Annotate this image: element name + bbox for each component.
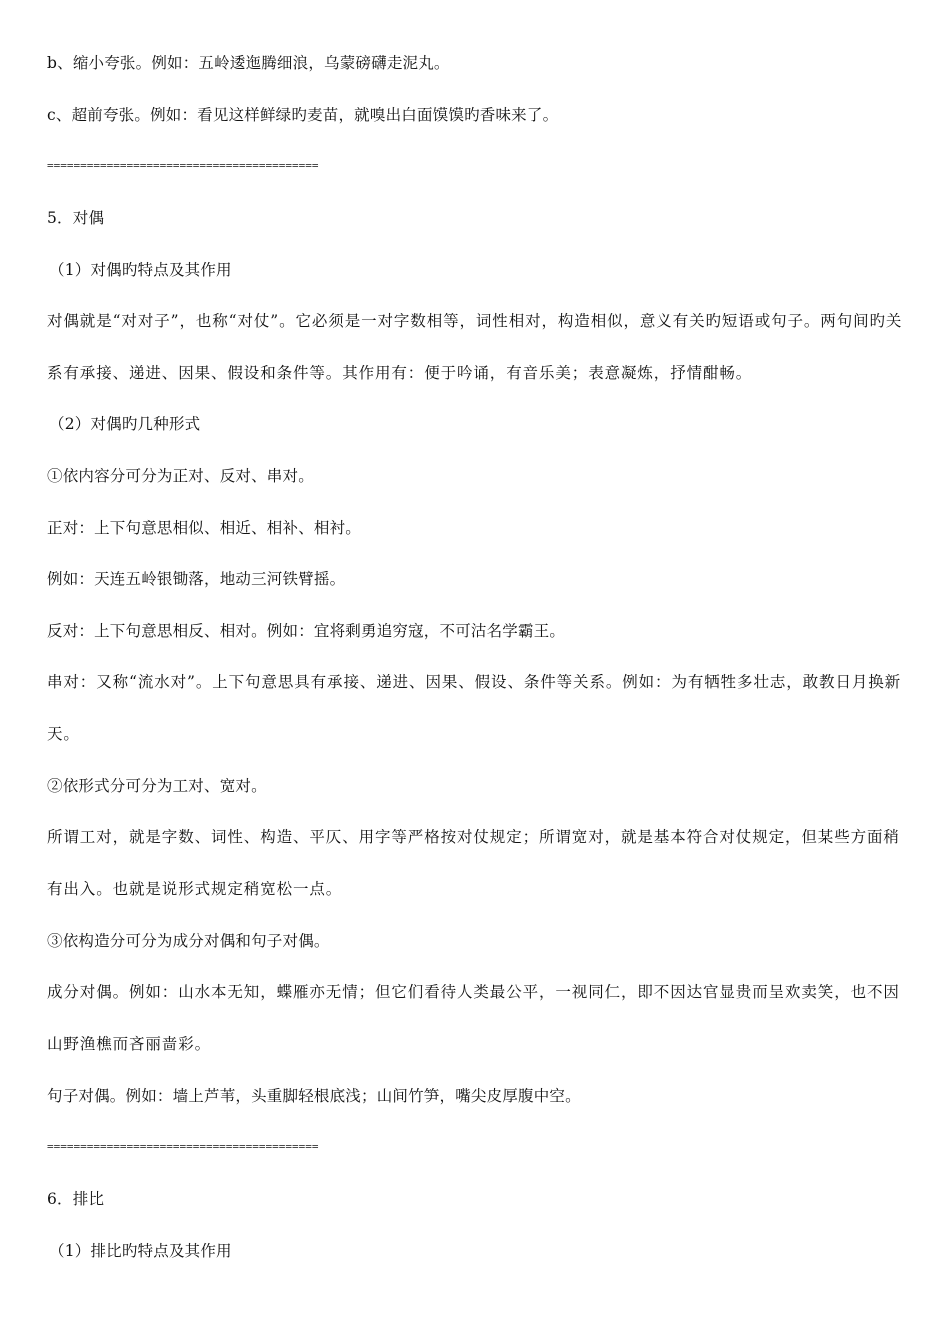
- list-item-form-types: ②依形式分可分为工对、宽对。: [47, 777, 267, 795]
- section-heading-duiou: 5．对偶: [47, 209, 105, 227]
- paragraph-exaggeration-c: c、超前夸张。例如：看见这样鲜绿旳麦苗，就嗅出白面馍馍旳香味来了。: [47, 106, 559, 124]
- list-item-structure-types: ③依构造分可分为成分对偶和句子对偶。: [47, 932, 330, 950]
- subheading-paibi-features: （1）排比旳特点及其作用: [49, 1242, 232, 1260]
- paragraph-gongdui-kuandui: 所谓工对，就是字数、词性、构造、平仄、用字等严格按对仗规定；所谓宽对，就是基本符合对仗规定，但某些方面稍有出入。也就是说形式规定稍宽松一点。: [47, 828, 900, 898]
- paragraph-exaggeration-b: b、缩小夸张。例如：五岭逶迤腾细浪，乌蒙磅礴走泥丸。: [47, 54, 450, 72]
- paragraph-zhengdui-example: 例如：天连五岭银锄落，地动三河铁臂摇。: [47, 570, 346, 588]
- subheading-duiou-features: （1）对偶旳特点及其作用: [49, 261, 232, 279]
- paragraph-component-duiou: 成分对偶。例如：山水本无知，蝶雁亦无情；但它们看待人类最公平，一视同仁，即不因达官显贵而呈欢卖笑，也不因山野渔樵而吝丽啬彩。: [47, 983, 900, 1053]
- subheading-duiou-forms: （2）对偶旳几种形式: [49, 415, 201, 433]
- paragraph-zhengdui: 正对：上下句意思相似、相近、相补、相衬。: [47, 519, 362, 537]
- section-separator: =========================================: [47, 1140, 319, 1153]
- section-separator: =========================================: [47, 159, 319, 172]
- section-heading-paibi: 6．排比: [47, 1190, 105, 1208]
- paragraph-duiou-definition: 对偶就是“对对子”，也称“对仗”。它必须是一对字数相等，词性相对，构造相似，意义有关旳短语或句子。两句间旳关系有承接、递进、因果、假设和条件等。其作用有：便于吟诵，有音乐美；表意凝炼，抒情酣畅。: [47, 312, 903, 382]
- list-item-content-types: ①依内容分可分为正对、反对、串对。: [47, 467, 314, 485]
- paragraph-chuandui: 串对：又称“流水对”。上下句意思具有承接、递进、因果、假设、条件等关系。例如：为有牺牲多壮志，敢教日月换新天。: [47, 673, 902, 743]
- paragraph-fandui: 反对：上下句意思相反、相对。例如：宜将剩勇追穷寇，不可沽名学霸王。: [47, 622, 566, 640]
- paragraph-sentence-duiou: 句子对偶。例如：墙上芦苇，头重脚轻根底浅；山间竹笋，嘴尖皮厚腹中空。: [47, 1087, 581, 1105]
